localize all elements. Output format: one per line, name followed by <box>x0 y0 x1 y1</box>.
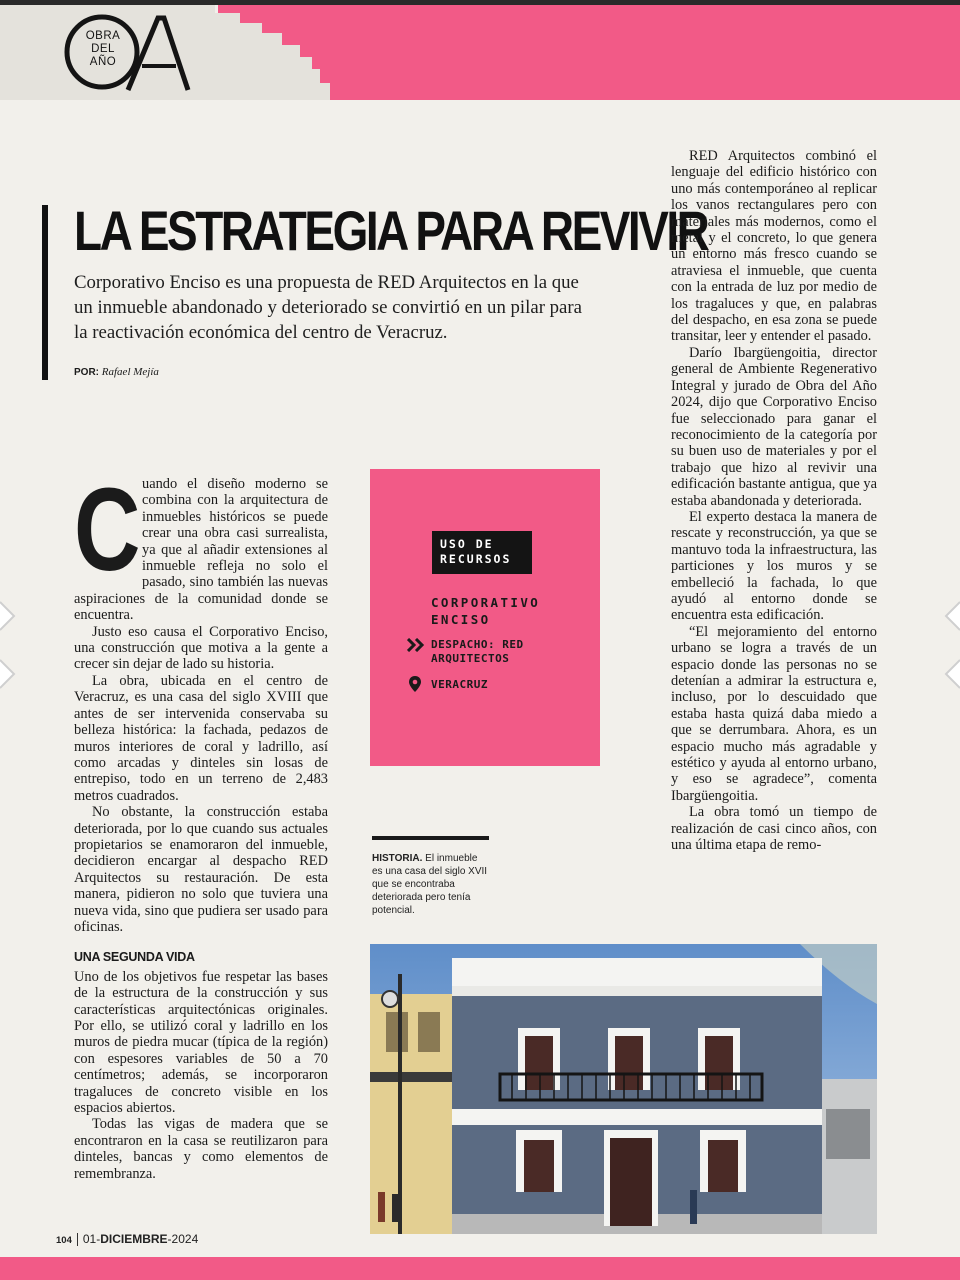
title-rule <box>42 205 48 380</box>
logo-line-3: AÑO <box>89 56 117 68</box>
paragraph: La obra tomó un tiempo de realización de casi cinco años, con una última etapa de remo- <box>671 804 877 854</box>
footer-divider <box>77 1233 78 1246</box>
paragraph: Uno de los objetivos fue respetar las bases de la estructura de la construcción y sus características arquitectónicas originales. Por ello, se utilizó coral y ladrillo en los muros de piedra mucar (típica de la región) con espesores variables de 50 a 70 centímetros; además, se incorporaron tragaluces de concreto visible en los espacios abiertos. <box>74 968 328 1117</box>
article-column-1 <box>74 464 328 1182</box>
paragraph: RED Arquitectos combinó el lenguaje del edificio histórico con uno más contemporáneo al replicar los vanos rectangulares pero con materiales más modernos, como el metal y el concreto, lo que genera un entorno más fresco cuando se atraviesa el inmueble, que cuenta con la entrada de luz por medio de los tragaluces y que, en palabras del despacho, en esa zona se puede transitar, leer y entender el pasado. <box>671 148 877 345</box>
paragraph: Justo eso causa el Corporativo Enciso, una construcción que motiva a la gente a crecer sin dejar de lado su historia. <box>74 623 328 673</box>
footer-day: 01- <box>82 1232 101 1246</box>
previous-page-chevron-icon[interactable] <box>0 598 18 634</box>
resources-label: USO DE RECURSOS <box>432 531 532 574</box>
map-pin-icon <box>408 675 422 693</box>
obra-del-ano-logo <box>62 14 192 94</box>
paragraph: El experto destaca la manera de rescate y reconstrucción, ya que se mantuvo toda la infraestructura, las particiones y los muros y se embelleció la fachada, lo que ayudó al entorno donde se encuentra esta edificación. <box>671 508 877 624</box>
logo-line-2: DEL <box>91 43 115 55</box>
previous-page-chevron-icon-2[interactable] <box>0 656 18 692</box>
article-title: LA ESTRATEGIA PARA REVIVIR <box>74 199 708 262</box>
page-footer <box>56 1232 198 1246</box>
byline-label: POR: <box>74 367 99 378</box>
article-deck: Corporativo Enciso es una propuesta de RED Arquitectos en la que un inmueble abandonado y deteriorado se convirtió en un pilar para la reactivación económica del centro de Veracruz. <box>74 272 582 343</box>
paragraph: “El mejoramiento del entorno urbano se logra a través de un espacio donde las personas no se detenían a admirar la estructura e, incluso, por lo descuidado que estaba hasta quizá daba miedo a que se derrumbara. Ahora, es un espacio mucho más agradable y estético y ayuda al entorno urbano, y eso se agradece”, comenta Ibargüengoitia. <box>671 623 877 804</box>
caption-label: HISTORIA. <box>372 853 423 864</box>
byline-author: Rafael Mejía <box>101 366 159 378</box>
footer-year: -2024 <box>167 1232 199 1246</box>
next-page-chevron-icon[interactable] <box>942 598 960 634</box>
paragraph: No obstante, la construcción estaba deteriorada, por lo que cuando sus actuales propietarios se enamoraron del inmueble, decidieron encargar al despacho RED Arquitectos su restauración. De esta manera, pidieron no solo que tuviera una nueva vida, sino que pudiera ser usado para oficinas. <box>74 804 328 935</box>
paragraph: Darío Ibargüengoitia, director general de Ambiente Regenerativo Integral y jurado de Obra del Año 2024, dijo que Corporativo Enciso fue seleccionado para ganar el reconocimiento de la categoría por su buen uso de materiales y por el trabajo que hizo al revivir una edificación bastante antigua, que ya estaba abandonada y deteriorada. <box>671 344 877 509</box>
next-page-chevron-icon-2[interactable] <box>942 656 960 692</box>
page-number: 104 <box>56 1235 72 1246</box>
byline <box>74 366 159 378</box>
project-location: VERACRUZ <box>431 678 488 691</box>
footer-month: DICIEMBRE <box>100 1232 168 1246</box>
project-name: CORPORATIVO ENCISO <box>431 595 541 627</box>
footer-accent-band <box>0 1257 960 1280</box>
paragraph: Todas las vigas de madera que se encontraron en la casa se reutilizaron para dinteles, bancas y como elementos de remembranza. <box>74 1116 328 1182</box>
paragraph: uando el diseño moderno se combina con la arquitectura de inmuebles históricos se puede crear una obra casi surrealista, ya que al añadir extensiones al inmueble refleja no solo el pasado, sino también las nuevas aspiraciones de la comunidad donde se encuentra. <box>74 476 328 624</box>
photo-caption <box>372 852 490 917</box>
building-photo <box>370 944 877 1234</box>
logo-line-1: OBRA <box>85 30 121 42</box>
subheading: UNA SEGUNDA VIDA <box>74 950 195 965</box>
caption-text: El inmueble es una casa del siglo XVII que se encontraba deteriorada pero tenía potencial. <box>372 853 488 916</box>
project-firm: DESPACHO: RED ARQUITECTOS <box>431 638 524 665</box>
double-chevron-icon <box>407 638 425 652</box>
article-column-3 <box>671 148 877 853</box>
paragraph: La obra, ubicada en el centro de Veracruz, es una casa del siglo XVIII que antes de ser intervenida conservaba su belleza histórica: la fachada, pedazos de muros interiores de coral y ladrillo, así como arcadas y dinteles sin losas de entrepiso, todo en un terreno de 2,483 metros cuadrados. <box>74 672 328 804</box>
caption-rule <box>372 836 489 840</box>
drop-cap: C <box>74 464 141 596</box>
